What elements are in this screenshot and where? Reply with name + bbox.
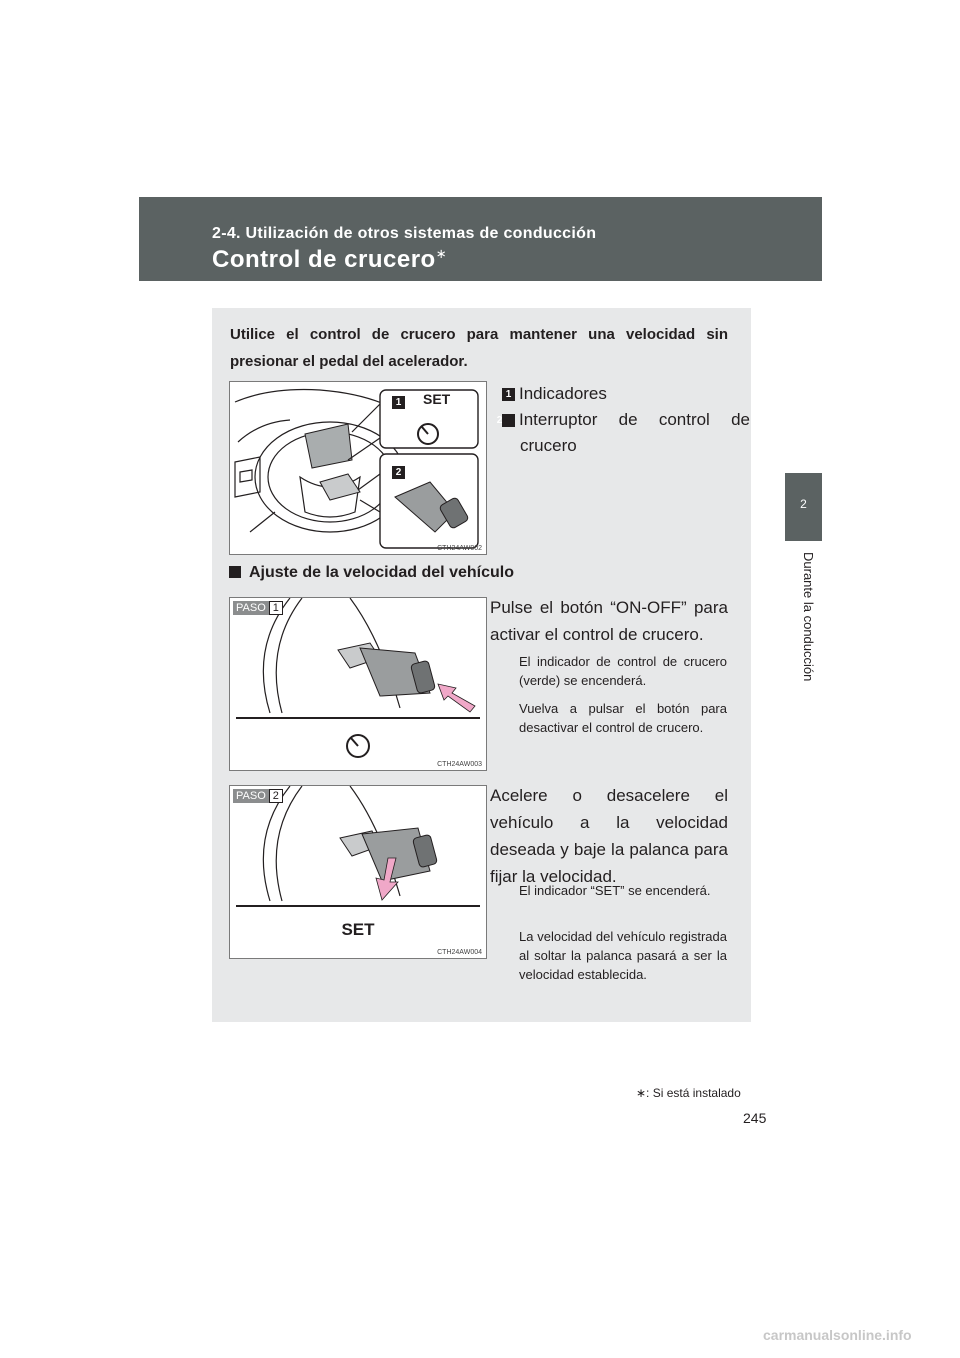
figure1-callout-1: 1 xyxy=(392,394,409,412)
subheading-text: Ajuste de la velocidad del vehículo xyxy=(249,564,514,581)
step-1-text: Pulse el botón “ON-OFF” para activar el control de crucero. xyxy=(490,598,728,644)
chapter-tab[interactable] xyxy=(785,473,822,541)
watermark: carmanualsonline.info xyxy=(763,1327,912,1343)
figure-step-1 xyxy=(229,597,487,771)
page-header xyxy=(139,197,822,281)
step-2-note-2: La velocidad del vehículo registrada al soltar la palanca pasará a ser la velocidad establecida. xyxy=(519,929,727,982)
legend-label-1: Indicadores xyxy=(519,384,607,403)
square-bullet-icon xyxy=(229,566,241,578)
figure1-code: CTH24AW002 xyxy=(437,545,482,552)
dashboard-illustration xyxy=(230,382,486,554)
content-panel xyxy=(212,308,751,1022)
title-text: Control de crucero xyxy=(212,246,436,273)
subheading xyxy=(229,564,514,582)
chapter-side-title: Durante la conducción xyxy=(801,552,816,682)
legend-item-switch xyxy=(496,407,750,459)
figure-dashboard xyxy=(229,381,487,555)
figure2-code: CTH24AW003 xyxy=(437,761,482,768)
figure-step-2 xyxy=(229,785,487,959)
step-1-note-2: Vuelva a pulsar el botón para desactivar el control de crucero. xyxy=(519,701,727,735)
step-2-badge: PASO 2 xyxy=(233,789,283,803)
step-1-note-1: El indicador de control de crucero (verde) se encenderá. xyxy=(519,654,727,688)
figure1-callout-2: 2 xyxy=(392,464,409,482)
page-title xyxy=(212,246,447,274)
legend-item-indicators xyxy=(502,381,732,407)
step1-illustration xyxy=(230,598,486,770)
step2-set-label: SET xyxy=(341,920,375,939)
title-asterisk: ∗ xyxy=(435,246,448,261)
step-2-note-1: El indicador “SET” se encenderá. xyxy=(519,883,711,898)
page-number: 245 xyxy=(743,1110,767,1126)
legend-num-1: 1 xyxy=(502,388,515,401)
step-2-text: Acelere o desacelere el vehículo a la velocidad deseada y baje la palanca para fijar la velocidad. xyxy=(490,786,728,886)
legend-num-2: 2 xyxy=(502,414,515,427)
figure1-set-label: SET xyxy=(423,391,451,407)
footnote: ∗: Si está instalado xyxy=(636,1086,741,1100)
legend-label-2: Interruptor de control de crucero xyxy=(519,410,750,455)
intro-text: Utilice el control de crucero para mantener una velocidad sin presionar el pedal del acelerador. xyxy=(230,326,728,370)
step-1-badge: PASO 1 xyxy=(233,601,283,615)
chapter-number: 2 xyxy=(800,497,807,511)
figure3-code: CTH24AW004 xyxy=(437,949,482,956)
section-title: 2-4. Utilización de otros sistemas de conducción xyxy=(212,225,597,242)
